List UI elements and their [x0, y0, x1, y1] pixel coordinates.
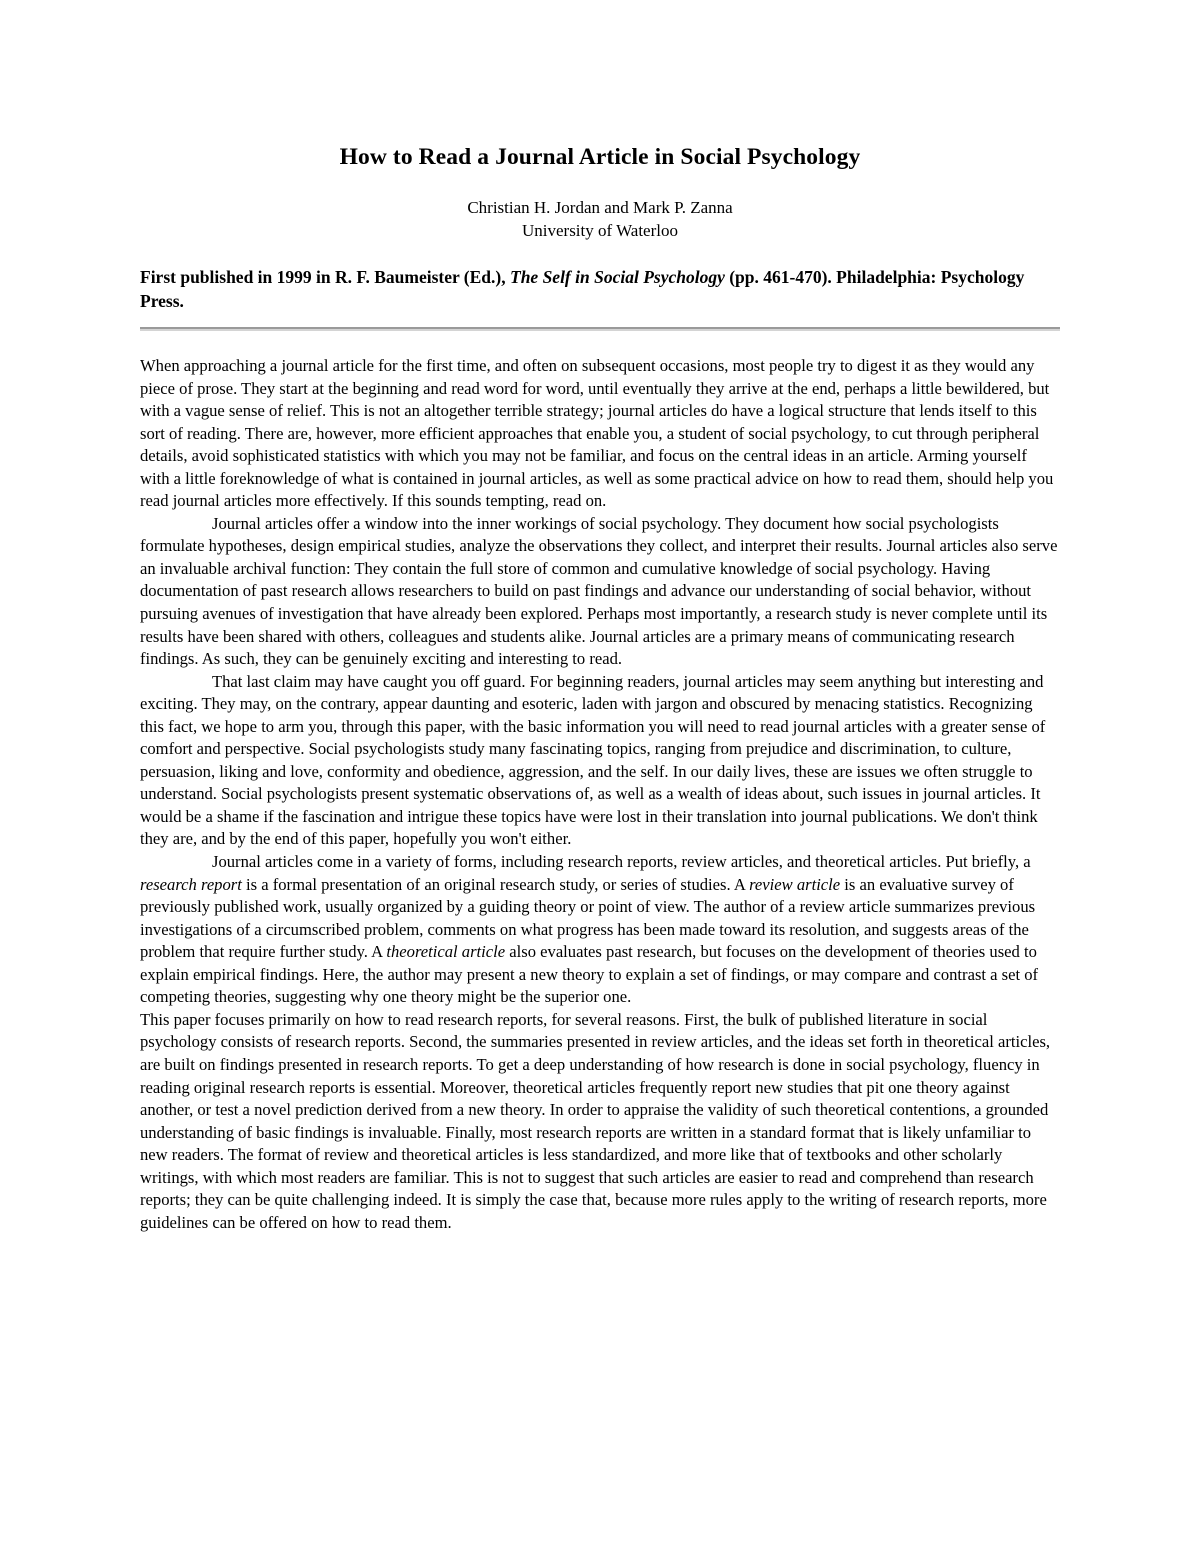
paragraph-4-text-a: Journal articles come in a variety of forms, including research reports, review articles, and theoretical articles. Put briefly, a [212, 852, 1031, 872]
article-body [140, 355, 1060, 1234]
document-title: How to Read a Journal Article in Social Psychology [339, 144, 861, 170]
author-affiliation: University of Waterloo [521, 221, 678, 240]
term-research-report: research report [140, 874, 242, 894]
paragraph-4-text-b: is a formal presentation of an original research study, or series of studies. A [241, 874, 750, 894]
author-block [140, 196, 1060, 242]
publication-citation [140, 265, 1060, 313]
term-review-article: review article [749, 874, 841, 894]
citation-suffix: (pp. 461-470). Philadelphia: Psychology Press. [140, 267, 1025, 311]
body-paragraph-5: This paper focuses primarily on how to read research reports, for several reasons. First, the bulk of published literature in social psychology consists of research reports. Second, the summaries presented in review articles, and the ideas set forth in theoretical articles, are built on findings presented in research reports. To get a deep understanding of how research is done in social psychology, fluency in reading original research reports is essential. Moreover, theoretical articles frequently report new studies that pit one theory against another, or test a novel prediction derived from a new theory. In order to appraise the validity of such theoretical contentions, a grounded understanding of basic findings is invaluable. Finally, most research reports are written in a standard format that is likely unfamiliar to new readers. The format of review and theoretical articles is less standardized, and more like that of textbooks and other scholarly writings, with which most readers are familiar. This is not to suggest that such articles are easier to read and comprehend than research reports; they can be quite challenging indeed. It is simply the case that, because more rules apply to the writing of research reports, more guidelines can be offered on how to read them. [140, 1009, 1051, 1232]
term-theoretical-article: theoretical article [386, 942, 506, 962]
citation-book-title: The Self in Social Psychology [510, 267, 725, 287]
author-names: Christian H. Jordan and Mark P. Zanna [467, 198, 733, 217]
body-paragraph-1: When approaching a journal article for the first time, and often on subsequent occasions, most people try to digest it as they would any piece of prose. They start at the beginning and read word for word, until eventually they arrive at the end, perhaps a little bewildered, but with a vague sense of relief. This is not an altogether terrible strategy; journal articles do have a logical structure that lends itself to this sort of reading. There are, however, more efficient approaches that enable you, a student of social psychology, to cut through peripheral details, avoid sophisticated statistics with which you may not be familiar, and focus on the central ideas in an article. Arming yourself with a little foreknowledge of what is contained in journal articles, as well as some practical advice on how to read them, should help you read journal articles more effectively. If this sounds tempting, read on. [140, 356, 1054, 511]
body-paragraph-2: Journal articles offer a window into the inner workings of social psychology. They document how social psychologists formulate hypotheses, design empirical studies, analyze the observations they collect, and interpret their results. Journal articles also serve an invaluable archival function: They contain the full store of common and cumulative knowledge of social psychology. Having documentation of past research allows researchers to build on past findings and advance our understanding of social behavior, without pursuing avenues of investigation that have already been explored. Perhaps most importantly, a research study is never complete until its results have been shared with others, colleagues and students alike. Journal articles are a primary means of communicating research findings. As such, they can be genuinely exciting and interesting to read. [140, 513, 1058, 669]
paragraph-4-text-d: also evaluates past research, but focuses on the development of theories used to explain empirical findings. Here, the author may present a new theory to explain a set of findings, or may compare and contrast a set of competing theories, suggesting why one theory might be the superior one. [140, 942, 1039, 1007]
header-divider [140, 327, 1060, 331]
body-paragraph-4 [140, 851, 1060, 1009]
citation-prefix: First published in 1999 in R. F. Baumeister (Ed.), [140, 267, 510, 287]
paragraph-4-text-c: is an evaluative survey of previously published work, usually organized by a guiding theory or point of view. The author of a review article summarizes previous investigations of a circumscribed problem, comments on what progress has been made toward its resolution, and suggests areas of the problem that require further study. A [140, 874, 1036, 962]
body-paragraph-3: That last claim may have caught you off guard. For beginning readers, journal articles may seem anything but interesting and exciting. They may, on the contrary, appear daunting and esoteric, laden with jargon and obscured by menacing statistics. Recognizing this fact, we hope to arm you, through this paper, with the basic information you will need to read journal articles with a greater sense of comfort and perspective. Social psychologists study many fascinating topics, ranging from prejudice and discrimination, to culture, persuasion, liking and love, conformity and obedience, aggression, and the self. In our daily lives, these are issues we often struggle to understand. Social psychologists present systematic observations of, as well as a wealth of ideas about, such issues in journal articles. It would be a shame if the fascination and intrigue these topics have were lost in their translation into journal publications. We don't think they are, and by the end of this paper, hopefully you won't either. [140, 671, 1046, 849]
